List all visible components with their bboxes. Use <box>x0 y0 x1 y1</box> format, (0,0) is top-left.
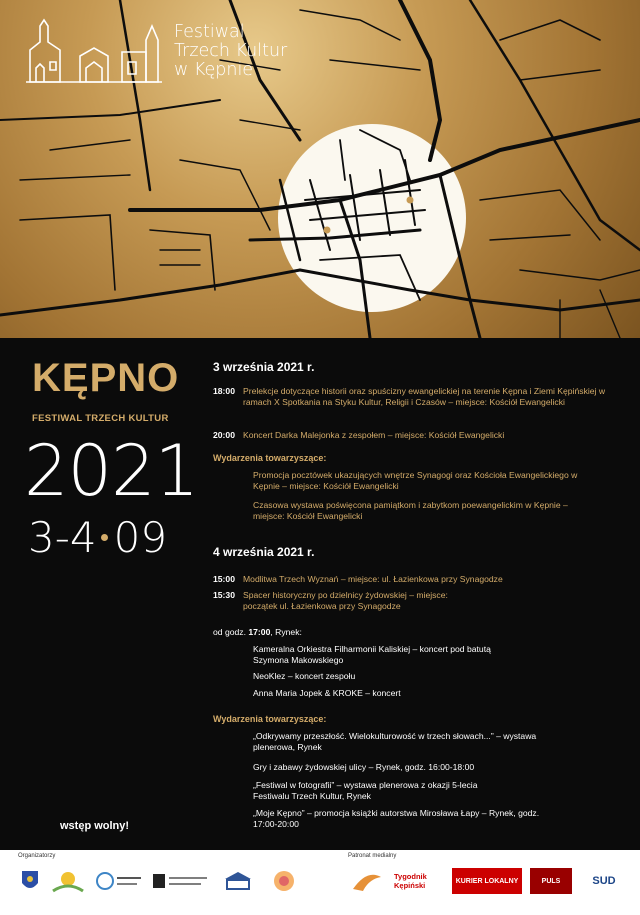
side-event: Czasowa wystawa poświęcona pamiątkom i zabytkom poewangelickim w Kępnie – miejsce: Kościół Ewangelicki <box>253 500 568 521</box>
sud-logo: SUD <box>592 875 616 887</box>
event-desc: Prelekcje dotyczące historii oraz spuścizny ewangelickiej na terenie Kępna i Ziemi Kępińskiej w ramach X Spotkania na Styku Kultur, Religii i Czasów – miejsce: Kościół Ewangelicki <box>243 386 606 407</box>
side-event: Promocja pocztówek ukazujących wnętrze Synagogi oraz Kościoła Ewangelickiego w Kępnie – miejsce: Kościół Ewangelicki <box>253 470 578 491</box>
puls-logo: PULS <box>530 868 572 894</box>
kurier-logo: KURIER LOKALNY <box>452 868 522 894</box>
event-row <box>213 590 483 612</box>
dates-days: 3-4 <box>28 513 97 562</box>
side-events-title: Wydarzenia towarzyszące: <box>213 714 327 724</box>
event-time: 18:00 <box>213 386 235 396</box>
brand-line-2: Trzech Kultur <box>174 40 288 61</box>
festival-subtitle: FESTIWAL TRZECH KULTUR <box>32 413 169 424</box>
dates <box>28 513 167 562</box>
dates-month: 09 <box>113 513 168 562</box>
media-label: Patronat medialny <box>348 853 397 859</box>
event-time: 15:30 <box>213 590 235 600</box>
brand-line-1: Festiwal <box>174 21 245 42</box>
event-desc: Spacer historyczny po dzielnicy żydowskiej – miejsce: początek ul. Łazienkowa przy Synagodze <box>243 590 448 611</box>
event-desc: Koncert Darka Malejonka z zespołem – miejsce: Kościół Ewangelicki <box>243 430 505 440</box>
program-section <box>0 338 640 850</box>
media-logo-icon <box>348 868 386 894</box>
event-row <box>213 386 623 408</box>
concert-item: Anna Maria Jopek & KROKE – koncert <box>253 688 401 698</box>
left-column <box>0 338 210 850</box>
side-event: „Moje Kępno” – promocja książki autorstwa Mirosława Łapy – Rynek, godz. 17:00-20:00 <box>253 808 540 829</box>
city-name: KĘPNO <box>32 356 180 400</box>
festival-logo <box>26 18 287 84</box>
evening-intro <box>213 627 302 637</box>
sponsors-bar <box>0 850 640 915</box>
free-entry: wstęp wolny! <box>60 820 130 832</box>
tygodnik-logo: Tygodnik Kępiński <box>394 872 427 890</box>
from-suffix: , Rynek: <box>270 627 302 637</box>
brand-line-3: w Kępnie <box>174 59 254 80</box>
event-desc: Modlitwa Trzech Wyznań – miejsce: ul. Łazienkowa przy Synagodze <box>243 574 503 584</box>
museum-logo-icon <box>220 868 256 894</box>
from-prefix: od godz. <box>213 627 246 637</box>
side-events-title: Wydarzenia towarzyszące: <box>213 453 327 463</box>
concert-item: NeoKlez – koncert zespołu <box>253 671 356 681</box>
culture-center-logo-icon <box>264 868 304 894</box>
organizers-label: Organizatorzy <box>18 853 56 859</box>
from-time: 17:00 <box>248 627 271 637</box>
day-1-title: 3 września 2021 r. <box>213 360 315 374</box>
partner-logo-icon <box>94 868 144 894</box>
side-event: „Odkrywamy przeszłość. Wielokulturowość w trzech słowach...” – wystawa plenerowa, Rynek <box>253 731 537 752</box>
institution-logo-icon <box>150 868 210 894</box>
year: 2021 <box>24 430 199 512</box>
festival-title <box>174 23 287 80</box>
event-row <box>213 574 623 585</box>
three-temples-icon <box>26 18 164 84</box>
event-row <box>213 430 623 441</box>
map-header <box>0 0 640 338</box>
sun-logo-icon <box>50 868 86 894</box>
event-time: 20:00 <box>213 430 235 440</box>
side-event: „Festiwal w fotografii” – wystawa plenerowa z okazji 5-lecia Festiwalu Trzech Kultur, Rynek <box>253 780 478 801</box>
concert-item: Kameralna Orkiestra Filharmonii Kaliskiej – koncert pod batutą Szymona Makowskiego <box>253 644 491 665</box>
dot-separator <box>101 534 108 541</box>
event-time: 15:00 <box>213 574 235 584</box>
side-event: Gry i zabawy żydowskiej ulicy – Rynek, godz. 16:00-18:00 <box>253 762 475 772</box>
coat-of-arms-icon <box>18 868 42 894</box>
day-2-title: 4 września 2021 r. <box>213 545 315 559</box>
